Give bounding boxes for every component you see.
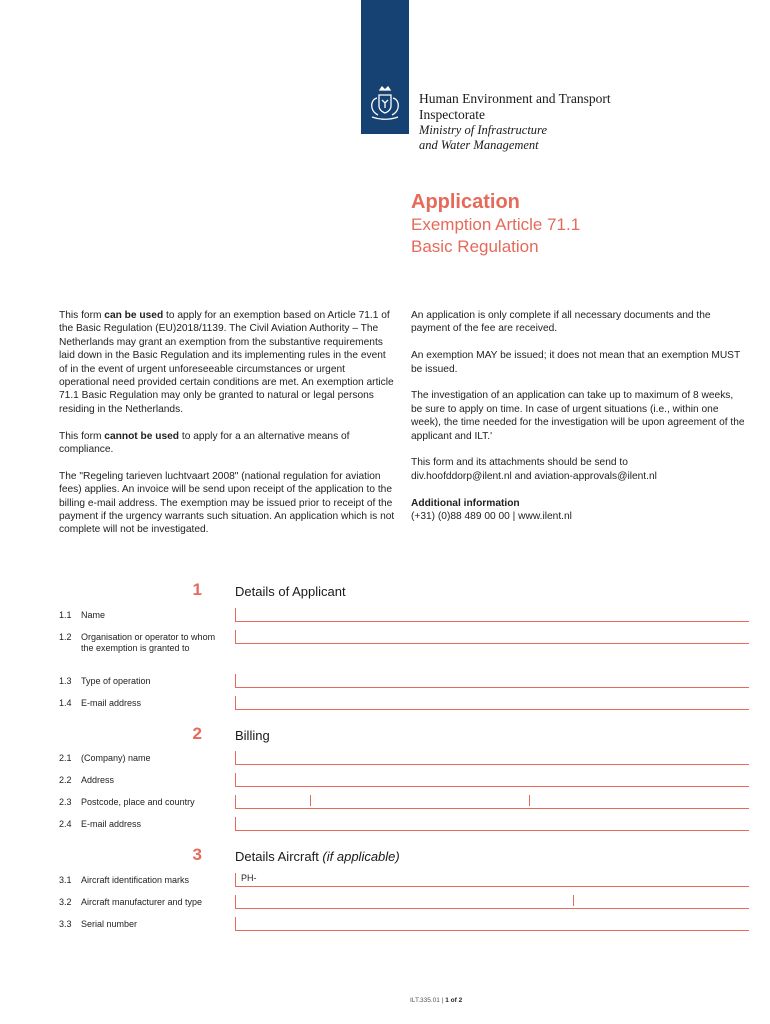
intro-paragraph: An application is only complete if all necessary documents and the payment of the fee are received. (411, 310, 711, 335)
organisation-block (419, 91, 611, 153)
address-field[interactable] (235, 773, 749, 787)
intro-paragraph: An exemption MAY be issued; it does not mean that an exemption MUST be issued. (411, 350, 741, 375)
row-label: (Company) name (81, 753, 151, 763)
intro-text: This form (59, 310, 105, 321)
billing-email-field[interactable] (235, 817, 749, 831)
email-addresses[interactable]: div.hoofddorp@ilent.nl and aviation-approvals@ilent.nl (411, 470, 657, 482)
form-code: ILT.335.01 (410, 997, 440, 1004)
form-title (411, 190, 580, 258)
row-label: Organisation or operator to whom the exemption is granted to (81, 632, 216, 653)
row-label: E-mail address (81, 819, 142, 829)
section-number: 3 (192, 845, 202, 864)
title-main: Application (411, 191, 520, 213)
page-footer (410, 997, 462, 1004)
org-name-line1: Human Environment and Transport (419, 91, 611, 106)
section-title: Details of Applicant (235, 584, 346, 599)
title-sub-line2: Basic Regulation (411, 237, 539, 256)
row-number: 3.1 (59, 875, 72, 885)
intro-emphasis: cannot be used (104, 430, 180, 442)
section-title: Billing (235, 728, 270, 743)
row-label: Address (81, 775, 115, 785)
row-label: Postcode, place and country (81, 797, 195, 807)
brand-ribbon (361, 0, 409, 134)
page-number: 1 of 2 (445, 997, 463, 1004)
title-sub-line1: Exemption Article 71.1 (411, 215, 581, 234)
coat-of-arms-icon (368, 86, 402, 122)
row-number: 2.3 (59, 797, 72, 807)
intro-paragraph: The investigation of an application can take up to maximum of 8 weeks, be sure to apply on time. In case of urgent situations (i.e., within one week), the time needed for the investigation will be upon agreement of the applicant and ILT.' (411, 390, 745, 442)
intro-text: This form (59, 430, 105, 442)
row-number: 3.2 (59, 897, 72, 907)
aircraft-marks-field[interactable] (235, 873, 749, 887)
section-number: 2 (192, 724, 202, 743)
intro-text: to apply for an exemption based on Article 71.1 of the Basic Regulation (EU)2018/1139. The Civil Aviation Authority – The Netherlands may grant an exemption from the substantive requirements laid down in the Basic Regulation and its implementing rules in the event of in the event of urgent unforeseeable circumstances or urgent operational need provided certain conditions are met. An exemption article 71.1 Basic Regulation may only be granted to natural or legal persons residing in the Netherlands. (59, 310, 394, 415)
row-number: 2.2 (59, 775, 72, 785)
field-prefill: PH- (241, 873, 257, 883)
postcode-place-country-field[interactable] (235, 795, 749, 809)
intro-paragraph (59, 309, 397, 416)
aircraft-manufacturer-type-field[interactable] (235, 895, 749, 909)
intro-paragraph (411, 456, 747, 483)
row-label: Serial number (81, 919, 138, 929)
row-label: Name (81, 610, 106, 620)
org-name-line2: Inspectorate (419, 107, 485, 122)
ministry-line2: and Water Management (419, 138, 539, 152)
row-number: 1.2 (59, 632, 72, 642)
row-label: Aircraft manufacturer and type (81, 897, 203, 907)
row-number: 3.3 (59, 919, 72, 929)
contact-line[interactable]: (+31) (0)88 489 00 00 | www.ilent.nl (411, 511, 572, 523)
intro-emphasis: can be used (104, 310, 164, 321)
footer-separator: | (441, 997, 444, 1004)
send-to-line: This form and its attachments should be send to (411, 457, 628, 469)
operation-type-field[interactable] (235, 674, 749, 688)
info-heading: Additional information (411, 497, 520, 509)
company-name-field[interactable] (235, 751, 749, 765)
row-label: Type of operation (81, 676, 151, 686)
field-divider (310, 795, 311, 806)
section-title (235, 849, 400, 864)
intro-right-column (411, 309, 747, 537)
row-number: 2.1 (59, 753, 72, 763)
row-number: 1.3 (59, 676, 72, 686)
row-number: 2.4 (59, 819, 72, 829)
section-number: 1 (192, 580, 202, 599)
section-title-note: (if applicable) (322, 849, 400, 864)
row-number: 1.1 (59, 610, 72, 620)
ministry-line1: Ministry of Infrastructure (419, 123, 548, 137)
serial-number-field[interactable] (235, 917, 749, 931)
row-number: 1.4 (59, 698, 72, 708)
email-field[interactable] (235, 696, 749, 710)
field-divider (529, 795, 530, 806)
intro-left-column (59, 309, 397, 550)
contact-block (411, 497, 747, 524)
row-label: E-mail address (81, 698, 142, 708)
field-divider (573, 895, 574, 906)
organisation-field[interactable] (235, 630, 749, 644)
section-title-text: Details Aircraft (235, 849, 323, 864)
row-label: Aircraft identification marks (81, 875, 190, 885)
name-field[interactable] (235, 608, 749, 622)
intro-paragraph: The "Regeling tarieven luchtvaart 2008" (national regulation for aviation fees) applies. An invoice will be send upon receipt of the application to the billing e-mail address. The exemption may be issued prior to receipt of the payment if the urgency warrants such situation. An application which is not complete will not be investigated. (59, 470, 395, 536)
intro-paragraph (59, 430, 397, 457)
intro-text: to apply for a an alternative means of compliance. (59, 430, 350, 456)
